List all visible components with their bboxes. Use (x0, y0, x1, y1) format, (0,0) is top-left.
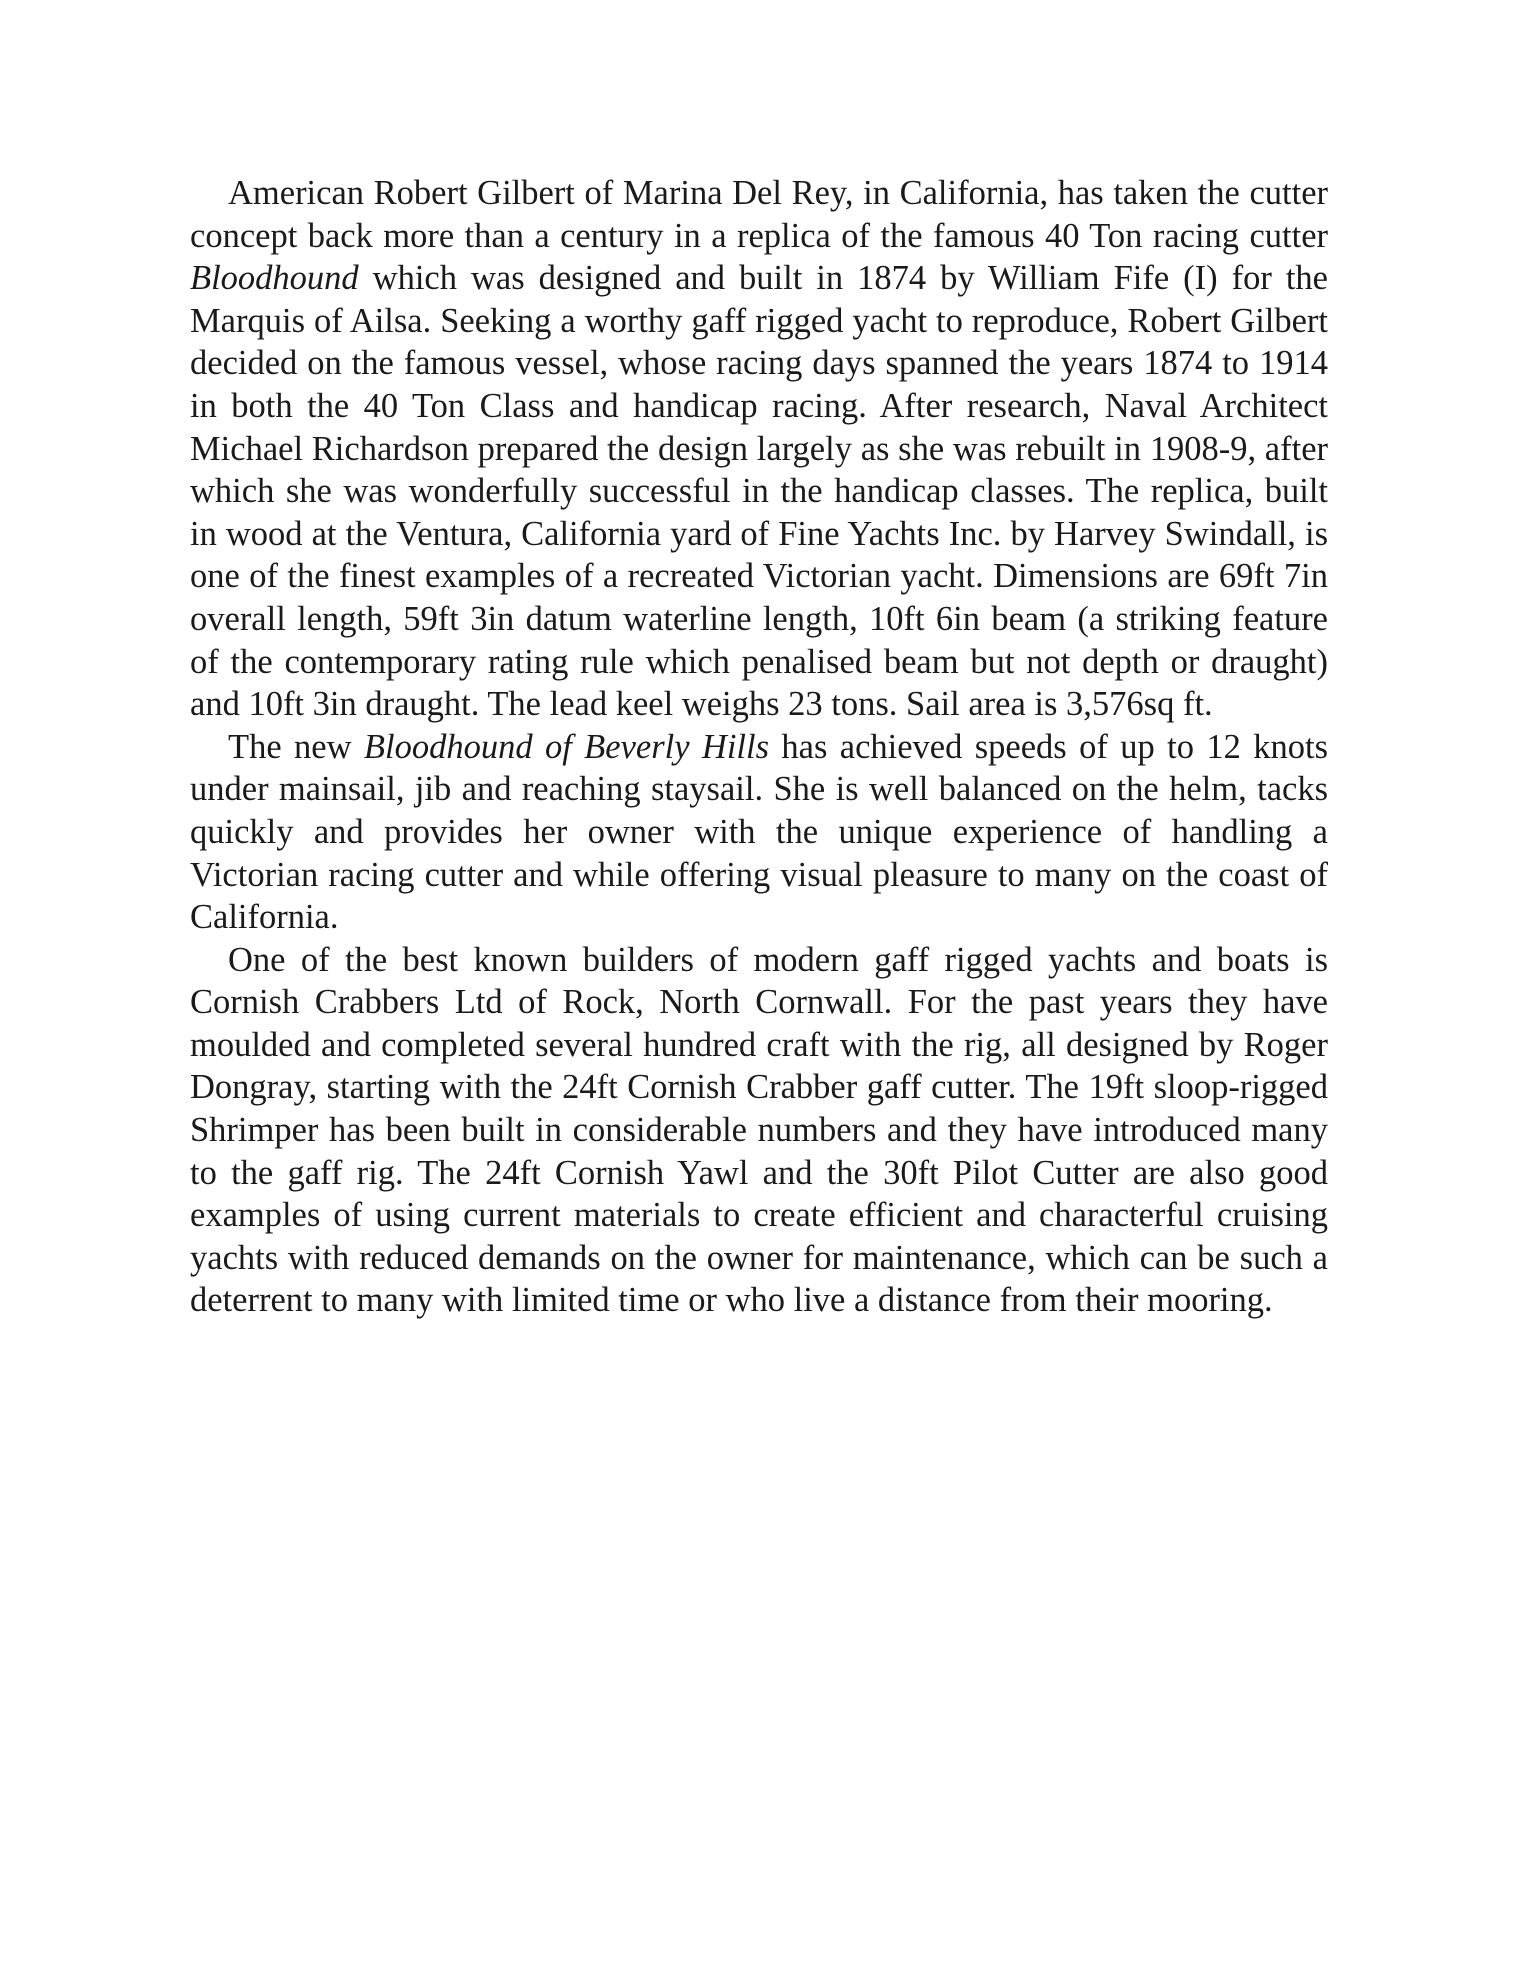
paragraph-text: The new (228, 727, 364, 766)
paragraph-bloodhound-replica (190, 172, 1328, 726)
paragraph-text: has achieved speeds of up to 12 knots under mainsail, jib and reaching staysail. She is well balanced on the helm, tacks quickly and provides her owner with the unique experience of handling a Victorian racing cutter and while offering visual pleasure to many on the coast of California. (190, 727, 1328, 937)
vessel-name-bloodhound-of-beverly-hills: Bloodhound of Beverly Hills (363, 727, 769, 766)
paragraph-text: which was designed and built in 1874 by William Fife (I) for the Marquis of Ailsa. Seeking a worthy gaff rigged yacht to reproduce, Robert Gilbert decided on the famous vessel, whose racing days spanned the years 1874 to 1914 in both the 40 Ton Class and handicap racing. After research, Naval Architect Michael Richardson prepared the design largely as she was rebuilt in 1908-9, after which she was wonderfully successful in the handicap classes. The replica, built in wood at the Ventura, California yard of Fine Yachts Inc. by Harvey Swindall, is one of the finest examples of a recreated Victorian yacht. Dimensions are 69ft 7in overall length, 59ft 3in datum waterline length, 10ft 6in beam (a striking feature of the contemporary rating rule which penalised beam but not depth or draught) and 10ft 3in draught. The lead keel weighs 23 tons. Sail area is 3,576sq ft. (190, 259, 1328, 724)
vessel-name-bloodhound: Bloodhound (190, 259, 359, 298)
paragraph-cornish-crabbers (190, 939, 1328, 1322)
paragraph-text: American Robert Gilbert of Marina Del Rey, in California, has taken the cutter concept back more than a century in a replica of the famous 40 Ton racing cutter (190, 174, 1328, 255)
document-page (190, 172, 1328, 1322)
paragraph-bloodhound-performance (190, 726, 1328, 939)
paragraph-text: One of the best known builders of modern gaff rigged yachts and boats is Cornish Crabbers Ltd of Rock, North Cornwall. For the past years they have moulded and completed several hundred craft with the rig, all designed by Roger Dongray, starting with the 24ft Cornish Crabber gaff cutter. The 19ft sloop-rigged Shrimper has been built in considerable numbers and they have introduced many to the gaff rig. The 24ft Cornish Yawl and the 30ft Pilot Cutter are also good examples of using current materials to create efficient and characterful cruising yachts with reduced demands on the owner for maintenance, which can be such a deterrent to many with limited time or who live a distance from their mooring. (190, 940, 1328, 1320)
